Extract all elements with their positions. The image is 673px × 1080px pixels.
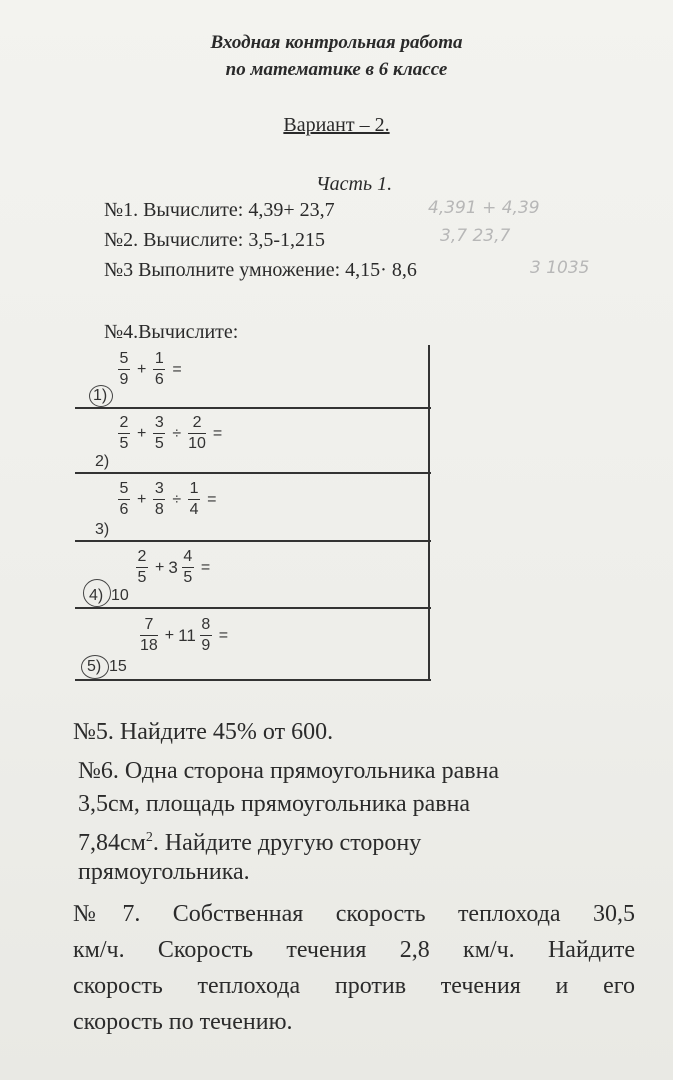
task-7-line-3: скорость теплохода против течения и его bbox=[73, 973, 635, 999]
handwriting-line-2: 3,7 23,7 bbox=[440, 226, 511, 246]
denominator: 10 bbox=[188, 435, 206, 453]
numerator: 3 bbox=[154, 414, 164, 431]
handwriting-line-1: 4,391 + 4,39 bbox=[428, 198, 540, 218]
row-3-label: 3) bbox=[95, 521, 110, 538]
handwriting-line-3: 3 1035 bbox=[530, 258, 590, 278]
task-6-line-2: 3,5см, площадь прямоугольника равна bbox=[78, 791, 471, 817]
task-6-line-4: прямоугольника. bbox=[78, 859, 250, 885]
numerator: 2 bbox=[137, 548, 147, 565]
part-heading: Часть 1. bbox=[315, 173, 393, 195]
task-7-line-4: скорость по течению. bbox=[73, 1009, 293, 1035]
numerator: 5 bbox=[119, 480, 129, 497]
operator: + bbox=[164, 626, 175, 644]
whole-part: 11 bbox=[178, 625, 196, 645]
equals-sign: = bbox=[218, 626, 229, 644]
numerator: 2 bbox=[192, 414, 202, 431]
row-4-label: 4) bbox=[89, 587, 104, 604]
operator: ÷ bbox=[172, 490, 182, 508]
row-divider bbox=[75, 540, 431, 542]
denominator: 9 bbox=[201, 637, 211, 655]
equals-sign: = bbox=[200, 558, 211, 576]
operator: + bbox=[137, 490, 147, 508]
numerator: 8 bbox=[201, 616, 211, 633]
task-6-line-3 bbox=[78, 821, 421, 860]
row-5-expression bbox=[137, 615, 232, 656]
task-2: №2. Вычислите: 3,5-1,215 bbox=[104, 229, 326, 251]
numerator: 5 bbox=[119, 350, 129, 367]
row-divider bbox=[75, 607, 431, 609]
row-2-expression bbox=[115, 413, 226, 454]
task-6-line-1: №6. Одна сторона прямоугольника равна bbox=[78, 758, 500, 784]
row-divider bbox=[75, 407, 431, 409]
numerator: 7 bbox=[144, 616, 154, 633]
equals-sign: = bbox=[212, 424, 223, 442]
row-4-answer: 10 bbox=[111, 587, 129, 604]
task-4-title: №4.Вычислите: bbox=[104, 321, 239, 343]
numerator: 4 bbox=[183, 548, 193, 565]
operator: ÷ bbox=[172, 424, 182, 442]
row-divider bbox=[75, 472, 431, 474]
area-value: 7,84см bbox=[78, 830, 146, 856]
denominator: 18 bbox=[140, 637, 158, 655]
equals-sign: = bbox=[207, 490, 217, 508]
task-3: №3 Выполните умножение: 4,15· 8,6 bbox=[104, 259, 417, 281]
denominator: 6 bbox=[119, 501, 129, 519]
operator: + bbox=[137, 360, 147, 378]
numerator: 1 bbox=[154, 350, 164, 367]
task-4-table bbox=[75, 345, 431, 681]
operator: + bbox=[155, 558, 165, 576]
operator: + bbox=[137, 424, 147, 442]
denominator: 5 bbox=[154, 435, 164, 453]
denominator: 4 bbox=[189, 501, 199, 519]
task-7-line-1: №7. Собственная скорость теплохода 30,5 bbox=[73, 901, 635, 927]
row-2-label: 2) bbox=[95, 453, 110, 470]
row-5-answer: 15 bbox=[109, 658, 127, 675]
task-1: №1. Вычислите: 4,39+ 23,7 bbox=[104, 199, 335, 221]
denominator: 9 bbox=[119, 371, 129, 389]
task-5: №5. Найдите 45% от 600. bbox=[73, 719, 334, 745]
denominator: 8 bbox=[154, 501, 164, 519]
denominator: 5 bbox=[119, 435, 129, 453]
title-line-2: по математике в 6 классе bbox=[225, 59, 448, 80]
variant-heading: Вариант – 2. bbox=[283, 114, 390, 136]
row-5-label: 5) bbox=[87, 658, 102, 675]
row-3-expression bbox=[115, 479, 220, 520]
task-7-line-2: км/ч. Скорость течения 2,8 км/ч. Найдите bbox=[73, 937, 635, 963]
equals-sign: = bbox=[172, 360, 182, 378]
task-6-line-3-rest: . Найдите другую сторону bbox=[152, 830, 422, 856]
exponent: 2 bbox=[145, 830, 153, 845]
row-1-expression bbox=[115, 349, 186, 390]
denominator: 6 bbox=[154, 371, 164, 389]
title-line-1: Входная контрольная работа bbox=[210, 32, 463, 53]
numerator: 3 bbox=[154, 480, 164, 497]
table-right-border bbox=[428, 345, 430, 681]
row-divider bbox=[75, 679, 431, 681]
row-1-label: 1) bbox=[93, 387, 108, 404]
numerator: 2 bbox=[119, 414, 129, 431]
denominator: 5 bbox=[137, 569, 147, 587]
denominator: 5 bbox=[183, 569, 193, 587]
row-4-expression bbox=[133, 547, 214, 588]
whole-part: 3 bbox=[168, 557, 178, 577]
numerator: 1 bbox=[189, 480, 199, 497]
